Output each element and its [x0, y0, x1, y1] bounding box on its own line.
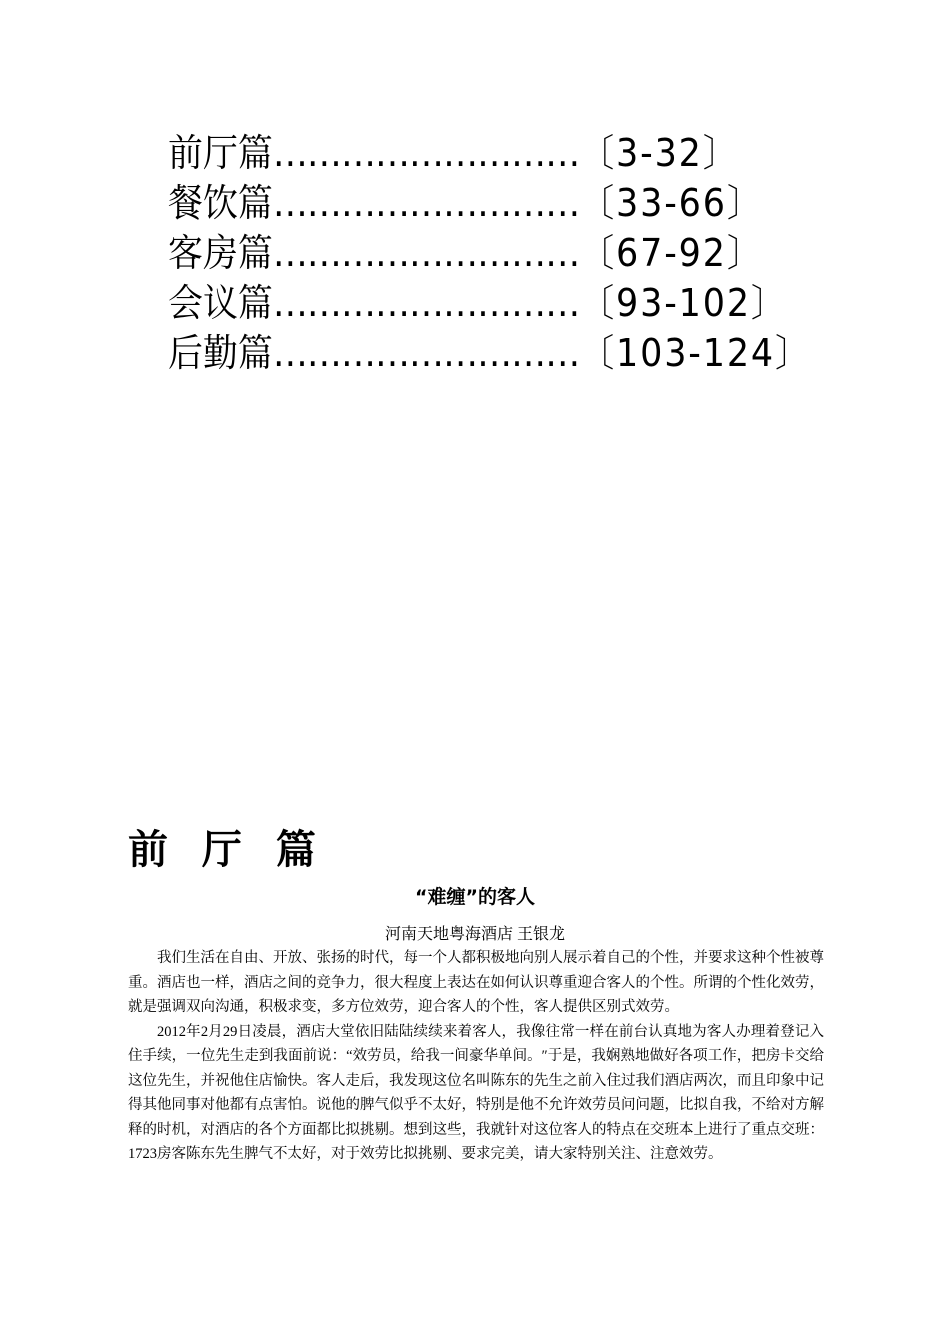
toc-entry-front-office[interactable]: [168, 128, 812, 178]
toc-entry-pages: 〔33-66〕: [579, 181, 764, 225]
article-body: [128, 946, 824, 1167]
article-paragraph: 我们生活在自由、开放、张扬的时代，每一个人都积极地向别人展示着自己的个性，并要求这种个性被尊重。酒店也一样，酒店之间的竞争力，很大程度上表达在如何认识尊重迎合客人的个性。所谓的个性化效劳，就是强调双向沟通，积极求变，多方位效劳，迎合客人的个性，客人提供区别式效劳。: [128, 950, 824, 1015]
article-title: “难缠”的客人: [415, 886, 535, 908]
toc-entry-label: 客房篇: [168, 231, 273, 275]
toc-entry-logistics[interactable]: [168, 328, 812, 378]
toc-entry-conference[interactable]: [168, 278, 812, 328]
toc-entry-label: 后勤篇: [168, 331, 273, 375]
toc-entry-label: 前厅篇: [168, 131, 273, 175]
article-paragraph: 2012年2月29日凌晨，酒店大堂依旧陆陆续续来着客人，我像往常一样在前台认真地为客人办理着登记入住手续，一位先生走到我面前说：“效劳员，给我一间豪华单间。″于是，我娴熟地做好各项工作，把房卡交给这位先生，并祝他住店愉快。客人走后，我发现这位名叫陈东的先生之前入住过我们酒店两次，而且印象中记得其他同事对他都有点害怕。说他的脾气似乎不太好，特别是他不允许效劳员问问题，比拟自我，不给对方解释的时机，对酒店的各个方面都比拟挑剔。想到这些，我就针对这位客人的特点在交班本上进行了重点交班：1723房客陈东先生脾气不太好，对于效劳比拟挑剔、要求完美，请大家特别关注、注意效劳。: [128, 1023, 824, 1162]
toc-entry-pages: 〔103-124〕: [579, 331, 812, 375]
toc-entry-label: 餐饮篇: [168, 181, 273, 225]
toc-entry-leader: ………………………: [272, 331, 580, 375]
toc-entry-catering[interactable]: [168, 178, 812, 228]
toc-entry-housekeeping[interactable]: [168, 228, 812, 278]
toc-entry-label: 会议篇: [168, 281, 273, 325]
article-author: 河南天地粤海酒店 王银龙: [384, 926, 565, 943]
toc-entry-leader: ………………………: [272, 231, 580, 275]
section-heading: 前 厅 篇: [128, 826, 326, 873]
toc-entry-pages: 〔67-92〕: [579, 231, 764, 275]
toc-entry-pages: 〔93-102〕: [579, 281, 788, 325]
toc-entry-leader: ………………………: [272, 281, 580, 325]
toc-entry-leader: ………………………: [272, 131, 580, 175]
toc-entry-leader: ………………………: [272, 181, 580, 225]
toc-entry-pages: 〔3-32〕: [579, 131, 740, 175]
table-of-contents: [168, 128, 868, 378]
